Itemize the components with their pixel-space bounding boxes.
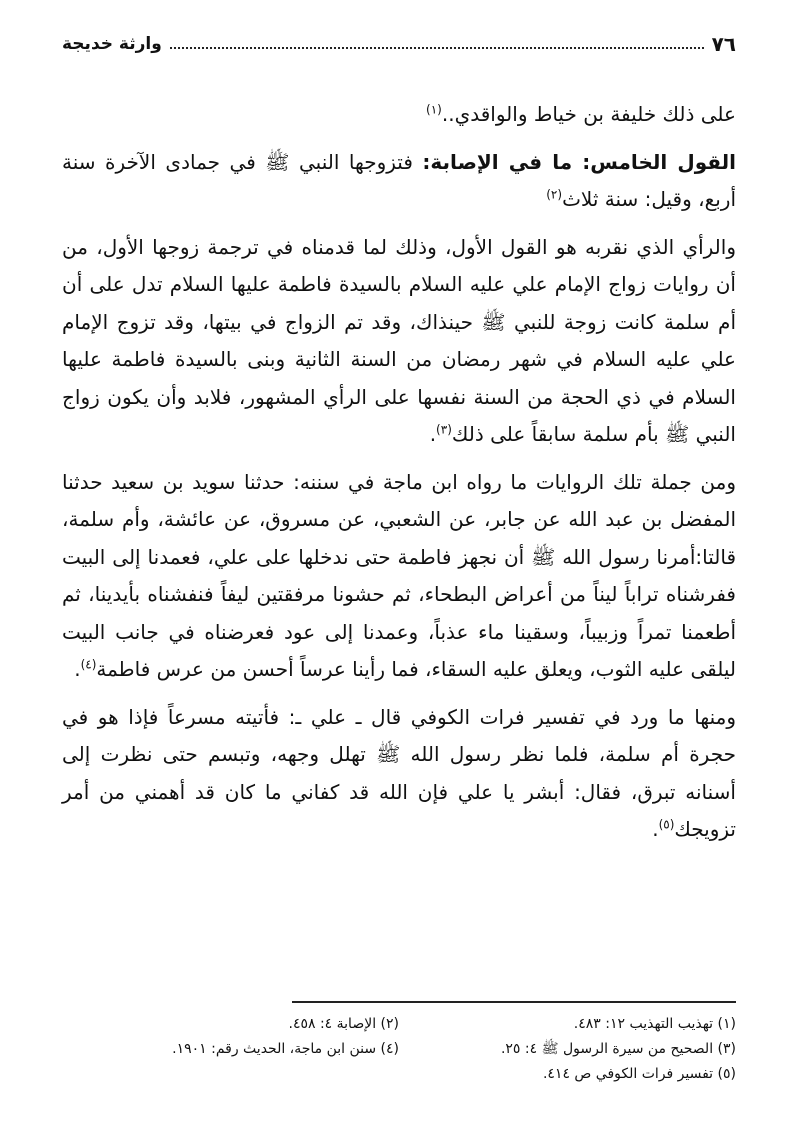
footnote-1: (١) تهذيب التهذيب ١٢: ٤٨٣. [573, 1016, 736, 1032]
footnote-ref-2[interactable]: (٢) [546, 187, 563, 202]
footnote-5: (٥) تفسير فرات الكوفي ص ٤١٤. [542, 1066, 736, 1082]
footnote-ref-1[interactable]: (١) [426, 102, 442, 117]
footnote-ref-3[interactable]: (٣) [436, 422, 452, 437]
paragraph-1: على ذلك خليفة بن خياط والواقدي..$^{(١)}$ [426, 102, 736, 126]
paragraph-2: القول الخامس: ما في الإصابة: فتزوجها النبي ﷺ في جمادى الآخرة سنة أربع، وقيل: سنة ثلاث$^{(٢)}$ [62, 149, 737, 211]
footnotes [62, 1012, 736, 1087]
main-text [62, 96, 736, 859]
paragraph-3: والرأي الذي نقربه هو القول الأول، وذلك لما قدمناه في ترجمة زوجها الأول، من أن روايات زواج الإمام علي عليه السلام بالسيدة فاطمة عليها السلام تدل على أن أم سلمة كانت زوجة للنبي ﷺ حينذاك، وقد تم الزواج في بيتها، وقد تزوج الإمام علي عليه السلام في شهر رمضان من السنة الثانية وبنى بالسيدة فاطمة عليها السلام في ذي الحجة من السنة نفسها على الرأي المشهور، فلابد وأن يكون زواج النبي ﷺ بأم سلمة سابقاً على ذلك$^{(٣)}$. [62, 234, 736, 446]
running-title: وارثة خديجة [62, 34, 162, 54]
page-number: ٧٦ [711, 32, 736, 56]
footnote-4: (٤) سنن ابن ماجة، الحديث رقم: ١٩٠١. [172, 1041, 399, 1057]
paragraph-5: ومنها ما ورد في تفسير فرات الكوفي قال ـ علي ـ: فأتيته مسرعاً فإذا هو في حجرة أم سلمة، فلما نظر رسول الله ﷺ تهلل وجهه، وتبسم حتى نظرت إلى أسنانه تبرق، فقال: أبشر يا علي فإن الله قد كفاني ما كان قد أهمني من أمر تزويجك$^{(٥)}$. [62, 704, 736, 841]
footnote-2: (٢) الإصابة ٤: ٤٥٨. [288, 1016, 399, 1032]
footnote-separator [292, 1001, 736, 1003]
footnote-ref-5[interactable]: (٥) [658, 817, 675, 832]
opinion-five-label: القول الخامس: ما في الإصابة: [422, 149, 737, 174]
page-header [62, 30, 736, 58]
header-dot-leader [170, 47, 704, 49]
footnote-row [62, 1012, 736, 1037]
footnote-row [62, 1037, 736, 1062]
footnote-row [62, 1062, 736, 1087]
footnote-3: (٣) الصحيح من سيرة الرسول ﷺ ٤: ٢٥. [500, 1041, 736, 1057]
paragraph-4: ومن جملة تلك الروايات ما رواه ابن ماجة في سننه: حدثنا سويد بن سعيد حدثنا المفضل بن عبد الله عن جابر، عن الشعبي، عن مسروق، عن عائشة، وأم سلمة، قالتا:أمرنا رسول الله ﷺ أن نجهز فاطمة حتى ندخلها على علي، فعمدنا إلى البيت ففرشناه تراباً ليناً من أعراض البطحاء، ثم حشونا مرفقتين ليفاً فنفشناه بأيدينا، ثم أطعمنا تمراً وزبيباً، وسقينا ماء عذباً، وعمدنا إلى عود فعرضناه في جانب البيت ليلقى عليه الثوب، ويعلق عليه السقاء، فما رأينا عرساً أحسن من عرس فاطمة$^{(٤)}$. [62, 469, 736, 681]
footnote-ref-4[interactable]: (٤) [80, 657, 97, 672]
